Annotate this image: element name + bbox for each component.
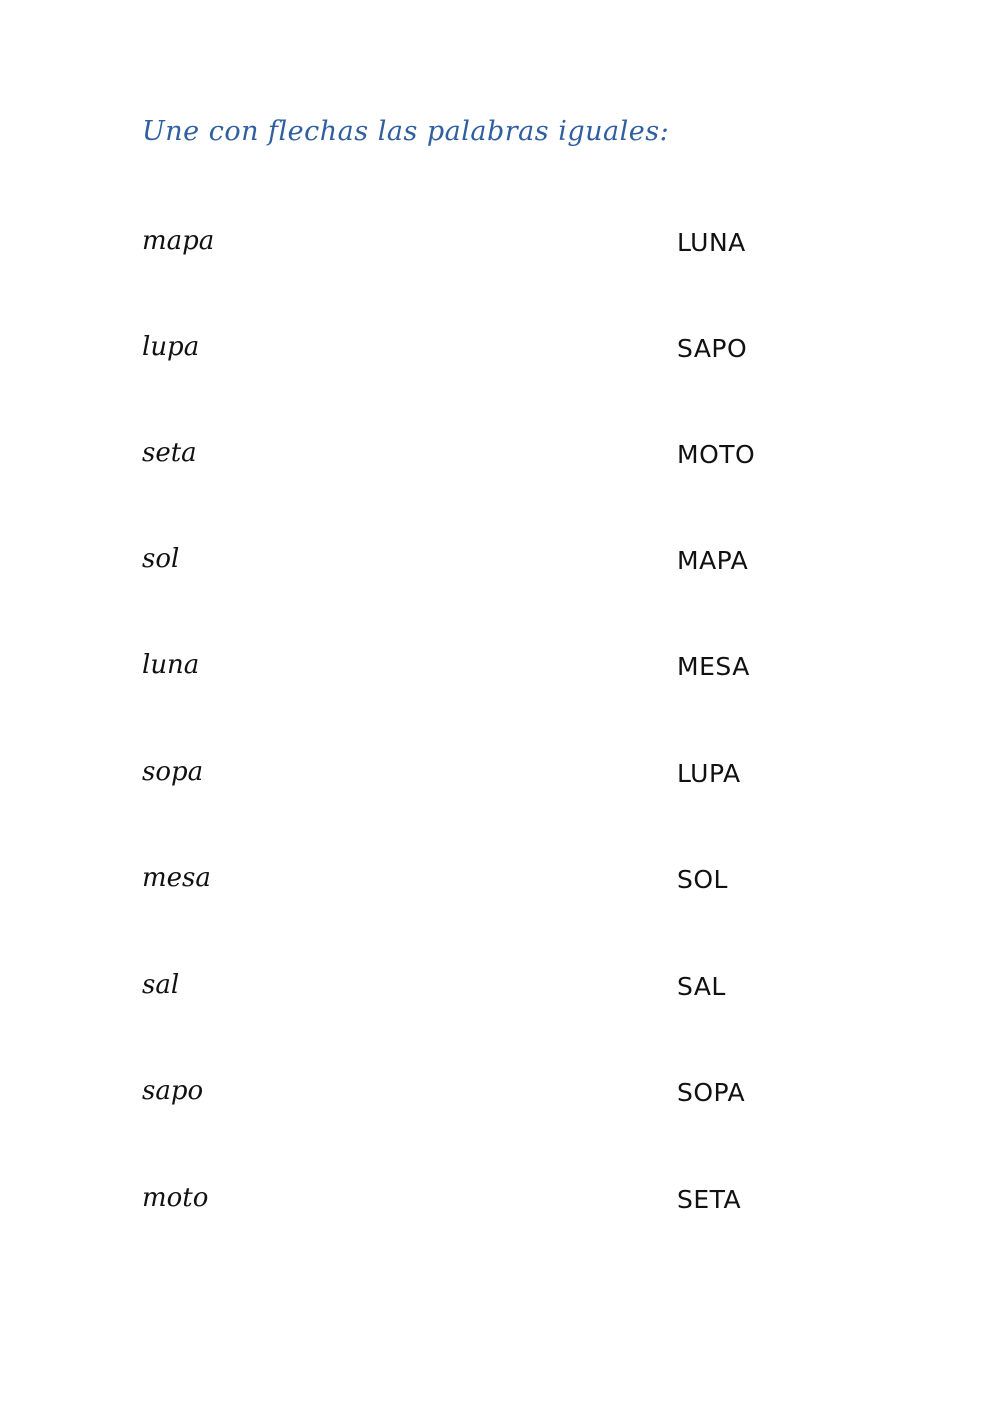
left-word[interactable]: mesa [142,863,211,893]
right-word[interactable]: SOPA [677,1078,746,1107]
left-word[interactable]: sopa [142,757,204,787]
left-word[interactable]: seta [142,438,197,468]
right-word[interactable]: MOTO [677,440,756,469]
left-word[interactable]: mapa [142,226,215,256]
right-word[interactable]: LUPA [677,759,741,788]
left-word[interactable]: luna [142,650,200,680]
left-word[interactable]: sal [142,970,180,1000]
right-word[interactable]: SOL [677,865,728,894]
right-word[interactable]: SAPO [677,334,748,363]
right-word[interactable]: MESA [677,652,750,681]
left-word[interactable]: lupa [142,332,200,362]
right-word[interactable]: MAPA [677,546,749,575]
page-title: Une con flechas las palabras iguales: [142,116,670,147]
right-word[interactable]: SAL [677,972,726,1001]
left-word[interactable]: sol [142,544,180,574]
right-word[interactable]: SETA [677,1185,742,1214]
left-word[interactable]: moto [142,1183,209,1213]
right-word[interactable]: LUNA [677,228,746,257]
left-word[interactable]: sapo [142,1076,204,1106]
